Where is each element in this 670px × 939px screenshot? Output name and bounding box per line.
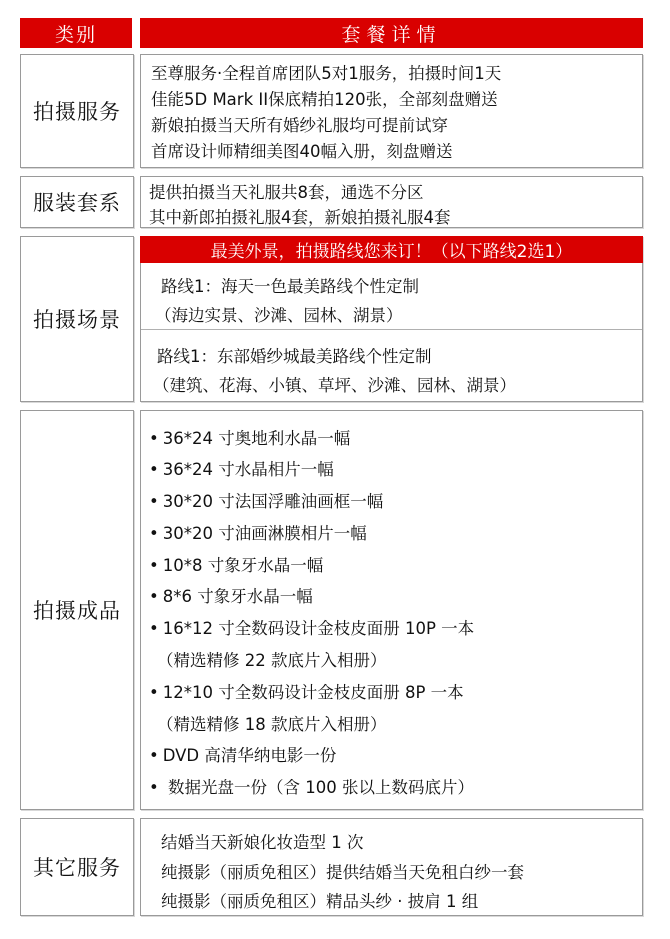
service-line: 佳能5D Mark II保底精拍120张，全部刻盘赠送 [151, 90, 498, 109]
product-item: • 30*20 寸法国浮雕油画框一幅 [149, 488, 383, 512]
category-label-service: 拍摄服务 [20, 54, 134, 168]
product-item: • 16*12 寸全数码设计金枝皮面册 10P 一本 [149, 615, 474, 639]
other-line: 纯摄影（丽质免租区）提供结婚当天免租白纱一套 [161, 863, 524, 882]
products-details [140, 410, 643, 810]
route-1-detail: （海边实景、沙滩、园林、湖景） [155, 306, 403, 325]
product-item-note: （精选精修 18 款底片入相册） [157, 715, 387, 734]
route-1-title: 路线1：海天一色最美路线个性定制 [161, 277, 419, 296]
product-item: • 30*20 寸油画淋膜相片一幅 [149, 520, 367, 544]
other-line: 纯摄影（丽质免租区）精品头纱 · 披肩 1 组 [161, 892, 479, 911]
route-2-title: 路线1：东部婚纱城最美路线个性定制 [157, 347, 432, 366]
category-label-other: 其它服务 [20, 818, 134, 916]
costume-details [140, 176, 643, 228]
product-item: • 36*24 寸水晶相片一幅 [149, 456, 334, 480]
product-item: • 10*8 寸象牙水晶一幅 [149, 552, 323, 576]
costume-line: 提供拍摄当天礼服共8套，通选不分区 [149, 183, 424, 202]
service-line: 新娘拍摄当天所有婚纱礼服均可提前试穿 [151, 116, 448, 135]
route-choice-banner: 最美外景，拍摄路线您来订！（以下路线2选1） [140, 236, 643, 263]
service-line: 首席设计师精细美图40幅入册，刻盘赠送 [151, 142, 453, 161]
category-label-products: 拍摄成品 [20, 410, 134, 810]
detail-header: 套餐详情 [140, 18, 643, 48]
category-header: 类别 [20, 18, 132, 48]
other-details [140, 818, 643, 916]
category-label-scene: 拍摄场景 [20, 236, 134, 402]
product-item: • 36*24 寸奥地利水晶一幅 [149, 425, 350, 449]
service-line: 至尊服务·全程首席团队5对1服务，拍摄时间1天 [151, 64, 502, 83]
category-label-costume: 服装套系 [20, 176, 134, 228]
product-item: • 8*6 寸象牙水晶一幅 [149, 583, 313, 607]
scene-details [140, 236, 643, 402]
other-line: 结婚当天新娘化妆造型 1 次 [161, 833, 364, 852]
route-2-detail: （建筑、花海、小镇、草坪、沙滩、园林、湖景） [153, 376, 516, 395]
service-details [140, 54, 643, 168]
product-item-note: （精选精修 22 款底片入相册） [157, 651, 387, 670]
product-item: • 数据光盘一份（含 100 张以上数码底片） [149, 774, 474, 798]
costume-line: 其中新郎拍摄礼服4套，新娘拍摄礼服4套 [149, 208, 451, 227]
route-divider [141, 329, 642, 330]
product-item: • 12*10 寸全数码设计金枝皮面册 8P 一本 [149, 679, 464, 703]
product-item: • DVD 高清华纳电影一份 [149, 742, 336, 766]
